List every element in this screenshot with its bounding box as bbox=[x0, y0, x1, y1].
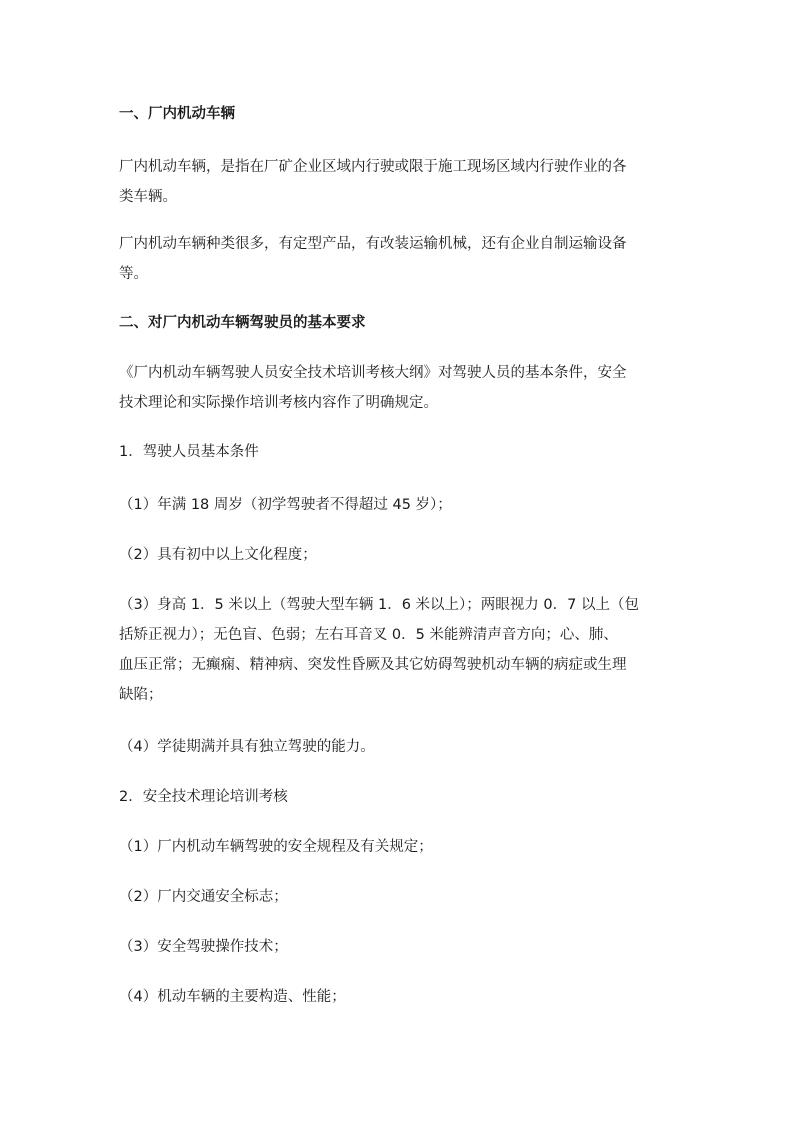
list-item bbox=[119, 932, 679, 962]
heading-text: 一、厂内机动车辆 bbox=[119, 106, 235, 122]
paragraph-line: （4）机动车辆的主要构造、性能； bbox=[119, 989, 346, 1005]
paragraph-line: （1）年满 18 周岁（初学驾驶者不得超过 45 岁）； bbox=[119, 497, 452, 513]
paragraph-line: 等。 bbox=[119, 266, 148, 282]
paragraph-line: 缺陷； bbox=[119, 687, 163, 703]
paragraph-line: 厂内机动车辆，是指在厂矿企业区域内行驶或限于施工现场区域内行驶作业的各 bbox=[119, 159, 627, 175]
list-item bbox=[119, 982, 679, 1012]
paragraph-line: （1）厂内机动车辆驾驶的安全规程及有关规定； bbox=[119, 839, 433, 855]
paragraph-line: （3）身高 1．5 米以上（驾驶大型车辆 1．6 米以上）；两眼视力 0．7 以上（包 bbox=[119, 597, 639, 613]
paragraph bbox=[119, 152, 679, 212]
list-item bbox=[119, 490, 679, 520]
paragraph-line: 类车辆。 bbox=[119, 189, 177, 205]
list-item bbox=[119, 832, 679, 862]
list-item bbox=[119, 732, 679, 762]
paragraph-line: 括矫正视力）；无色盲、色弱；左右耳音叉 0．5 米能辨清声音方向；心、肺、 bbox=[119, 627, 618, 643]
paragraph-line: 技术理论和实际操作培训考核内容作了明确规定。 bbox=[119, 395, 438, 411]
paragraph bbox=[119, 229, 679, 289]
paragraph-line: 1．驾驶人员基本条件 bbox=[119, 444, 259, 460]
list-item bbox=[119, 882, 679, 912]
paragraph bbox=[119, 358, 679, 418]
section-heading-2 bbox=[119, 308, 679, 338]
paragraph-line: 厂内机动车辆种类很多，有定型产品，有改装运输机械，还有企业自制运输设备 bbox=[119, 236, 627, 252]
subheading bbox=[119, 437, 679, 467]
paragraph-line: （2）具有初中以上文化程度； bbox=[119, 547, 317, 563]
paragraph-line: 2．安全技术理论培训考核 bbox=[119, 789, 288, 805]
subheading bbox=[119, 782, 679, 812]
list-item bbox=[119, 540, 679, 570]
paragraph-line: 血压正常；无癫痫、精神病、突发性昏厥及其它妨碍驾驶机动车辆的病症或生理 bbox=[119, 657, 627, 673]
paragraph-line: 《厂内机动车辆驾驶人员安全技术培训考核大纲》对驾驶人员的基本条件，安全 bbox=[119, 365, 627, 381]
list-item bbox=[119, 590, 679, 710]
paragraph-line: （2）厂内交通安全标志； bbox=[119, 889, 288, 905]
heading-text: 二、对厂内机动车辆驾驶员的基本要求 bbox=[119, 315, 366, 331]
paragraph-line: （4）学徒期满并具有独立驾驶的能力。 bbox=[119, 739, 375, 755]
paragraph-line: （3）安全驾驶操作技术； bbox=[119, 939, 288, 955]
section-heading-1 bbox=[119, 99, 679, 129]
